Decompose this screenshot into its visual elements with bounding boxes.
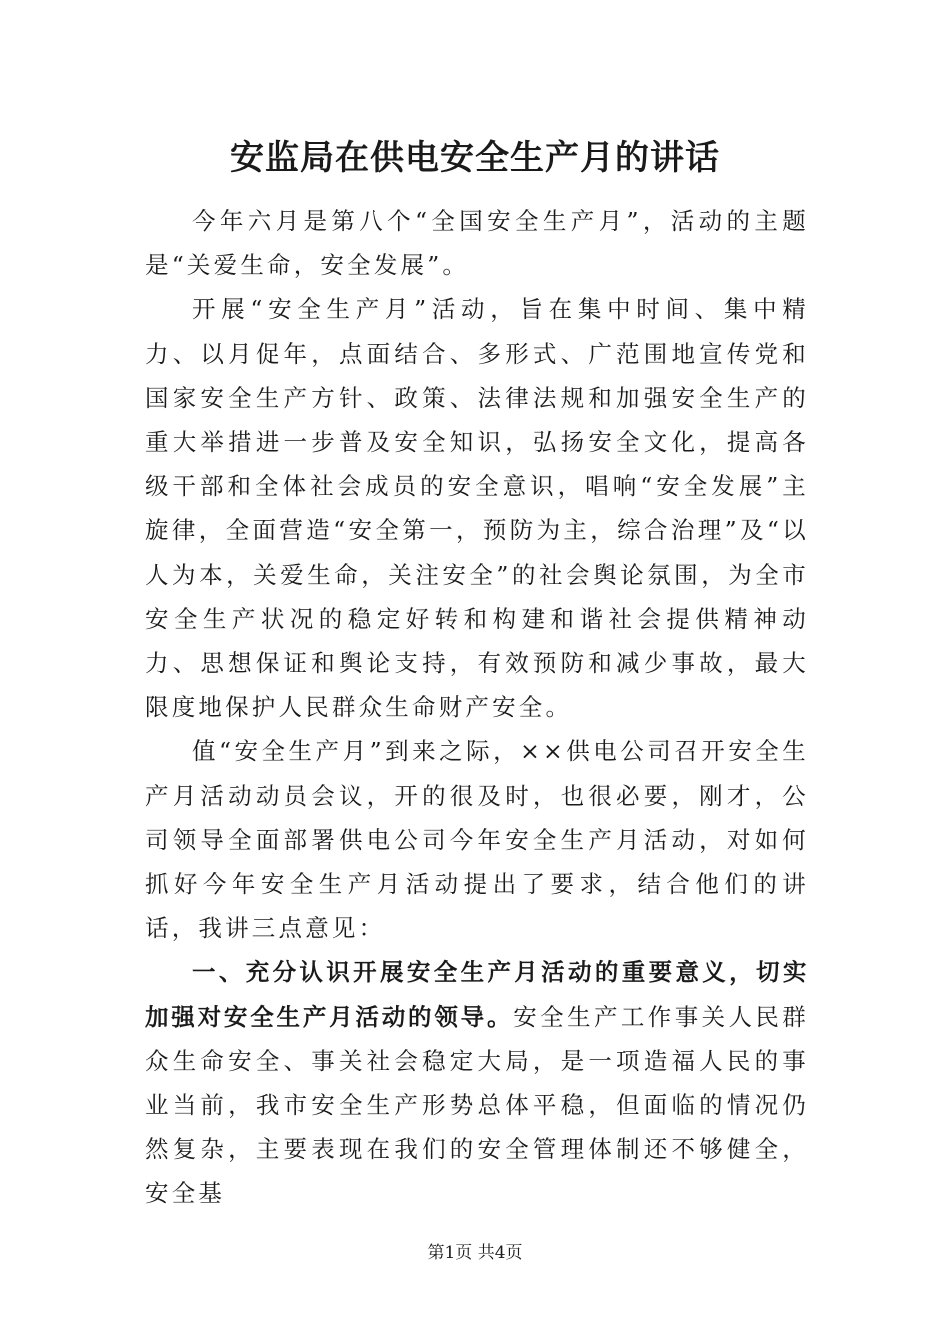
section-1-paragraph [145,950,809,1215]
page-number: 第1页 共4页 [427,1243,523,1263]
document-body [145,199,809,1216]
paragraph-purpose: 开展“安全生产月”活动，旨在集中时间、集中精力、以月促年，点面结合、多形式、广范围地宣传党和国家安全生产方针、政策、法律法规和加强安全生产的重大举措进一步普及安全知识，弘扬安全文化，提高各级干部和全体社会成员的安全意识，唱响“安全发展”主旋律，全面营造“安全第一，预防为主，综合治理”及“以人为本，关爱生命，关注安全”的社会舆论氛围，为全市安全生产状况的稳定好转和构建和谐社会提供精神动力、思想保证和舆论支持，有效预防和减少事故，最大限度地保护人民群众生命财产安全。 [145,295,809,722]
section-1-text: 安全生产工作事关人民群众生命安全、事关社会稳定大局，是一项造福人民的事业当前，我市安全生产形势总体平稳，但面临的情况仍然复杂，主要表现在我们的安全管理体制还不够健全，安全基 [145,1002,810,1208]
paragraph-theme: 今年六月是第八个“全国安全生产月”，活动的主题是“关爱生命，安全发展”。 [145,207,809,280]
section-1-heading: 一、充分认识开展安全生产月活动的重要意义，切实加强对安全生产月活动的领导。 [145,958,809,1031]
document-title: 安监局在供电安全生产月的讲话 [230,138,720,178]
paragraph-meeting: 值“安全生产月”到来之际，××供电公司召开安全生产月活动动员会议，开的很及时，也很必要，刚才，公司领导全面部署供电公司今年安全生产月活动，对如何抓好今年安全生产月活动提出了要求，结合他们的讲话，我讲三点意见： [145,737,809,943]
